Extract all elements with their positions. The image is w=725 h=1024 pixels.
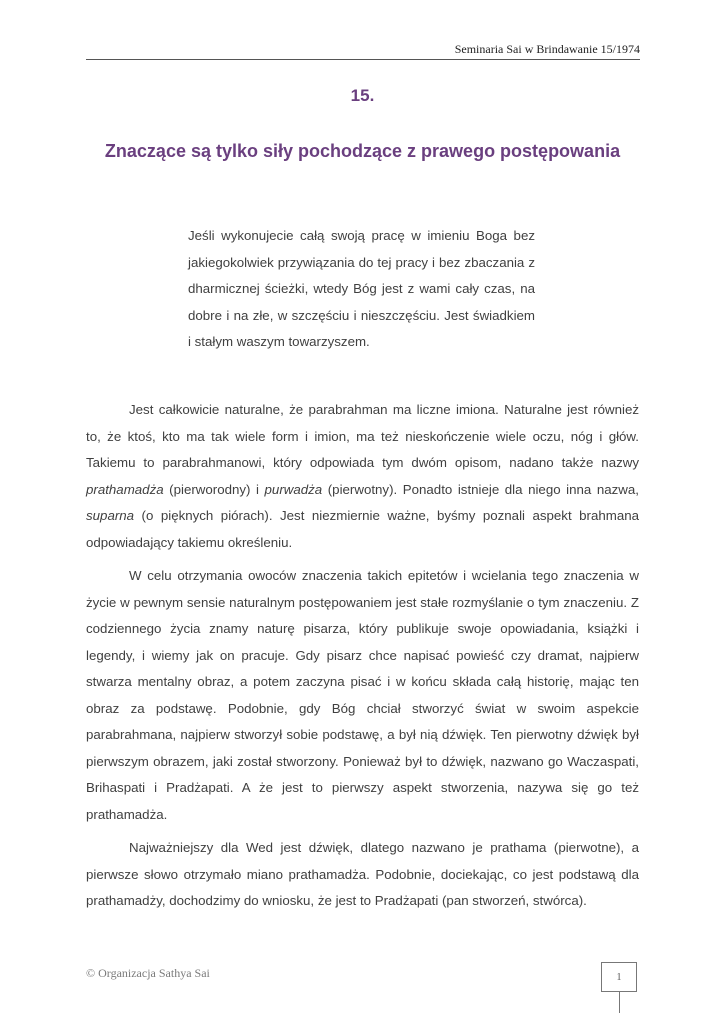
paragraph-2: W celu otrzymania owoców znaczenia takich epitetów i wcielania tego znaczenia w życie w pewnym sensie naturalnym postępowaniem jest stałe rozmyślanie o tym znaczeniu. Z codziennego życia znamy naturę pisarza, który publikuje swoje opowiadania, książki i legendy, i wiemy jak on pracuje. Gdy pisarz chce napisać powieść czy dramat, najpierw stwarza mentalny obraz, a potem zaczyna pisać i w końcu składa całą historię, mając ten obraz za podstawę. Podobnie, gdy Bóg chciał stworzyć świat w swoim aspekcie parabrahmana, najpierw stworzył sobie podstawę, a był nią dźwięk. Ten pierwotny dźwięk był pierwszym obrazem, jaki został stworzony. Ponieważ był to dźwięk, nazwano go Waczaspati, Brihaspati i Pradżapati. A że jest to pierwszy aspekt stworzenia, nazywa się go też prathamadża. <box>86 568 639 822</box>
paragraph-1-part-4: (o pięknych piórach). Jest niezmiernie ważne, byśmy poznali aspekt brahmana odpowiadający takiemu określeniu. <box>86 508 639 550</box>
chapter-title: Znaczące są tylko siły pochodzące z prawego postępowania <box>104 141 621 161</box>
paragraph-1 <box>86 397 639 556</box>
body-text <box>86 397 639 915</box>
chapter-number: 15. <box>350 86 375 105</box>
paragraph-1-part-1: Jest całkowicie naturalne, że parabrahman ma liczne imiona. Naturalne jest również to, że ktoś, kto ma tak wiele form i imion, ma też nieskończenie wiele oczu, nóg i głów. Takiemu to parabrahmanowi, który odpowiada tym dwóm opisom, nadano także nazwy <box>86 402 639 470</box>
page-number-box <box>601 962 637 992</box>
paragraph-1-part-2: (pierworodny) i <box>163 481 265 497</box>
term-prathamadza: prathamadża <box>86 481 164 497</box>
page-number: 1 <box>616 972 622 983</box>
term-purwadza: purwadża <box>264 481 323 497</box>
header-title: Seminaria Sai w Brindawanie 15/1974 <box>454 42 640 56</box>
footer-copyright: © Organizacja Sathya Sai <box>86 966 210 980</box>
paragraph-3: Najważniejszy dla Wed jest dźwięk, dlatego nazwano je prathama (pierwotne), a pierwsze słowo otrzymało miano prathamadża. Podobnie, dociekając, co jest podstawą dla prathamadży, dochodzimy do wniosku, że jest to Pradżapati (pan stworzeń, stwórca). <box>86 840 639 908</box>
paragraph-1-part-3: (pierwotny). Ponadto istnieje dla niego inna nazwa, <box>322 481 639 497</box>
term-suparna: suparna <box>86 508 135 523</box>
epigraph-quote: Jeśli wykonujecie całą swoją pracę w imieniu Boga bez jakiegokolwiek przywiązania do tej pracy i bez zbaczania z dharmicznej ścieżki, wtedy Bóg jest z wami cały czas, na dobre i na złe, w szczęściu i nieszczęściu. Jest świadkiem i stałym waszym towarzyszem. <box>188 228 535 349</box>
page-number-tick <box>619 992 620 1013</box>
running-header <box>86 40 640 60</box>
